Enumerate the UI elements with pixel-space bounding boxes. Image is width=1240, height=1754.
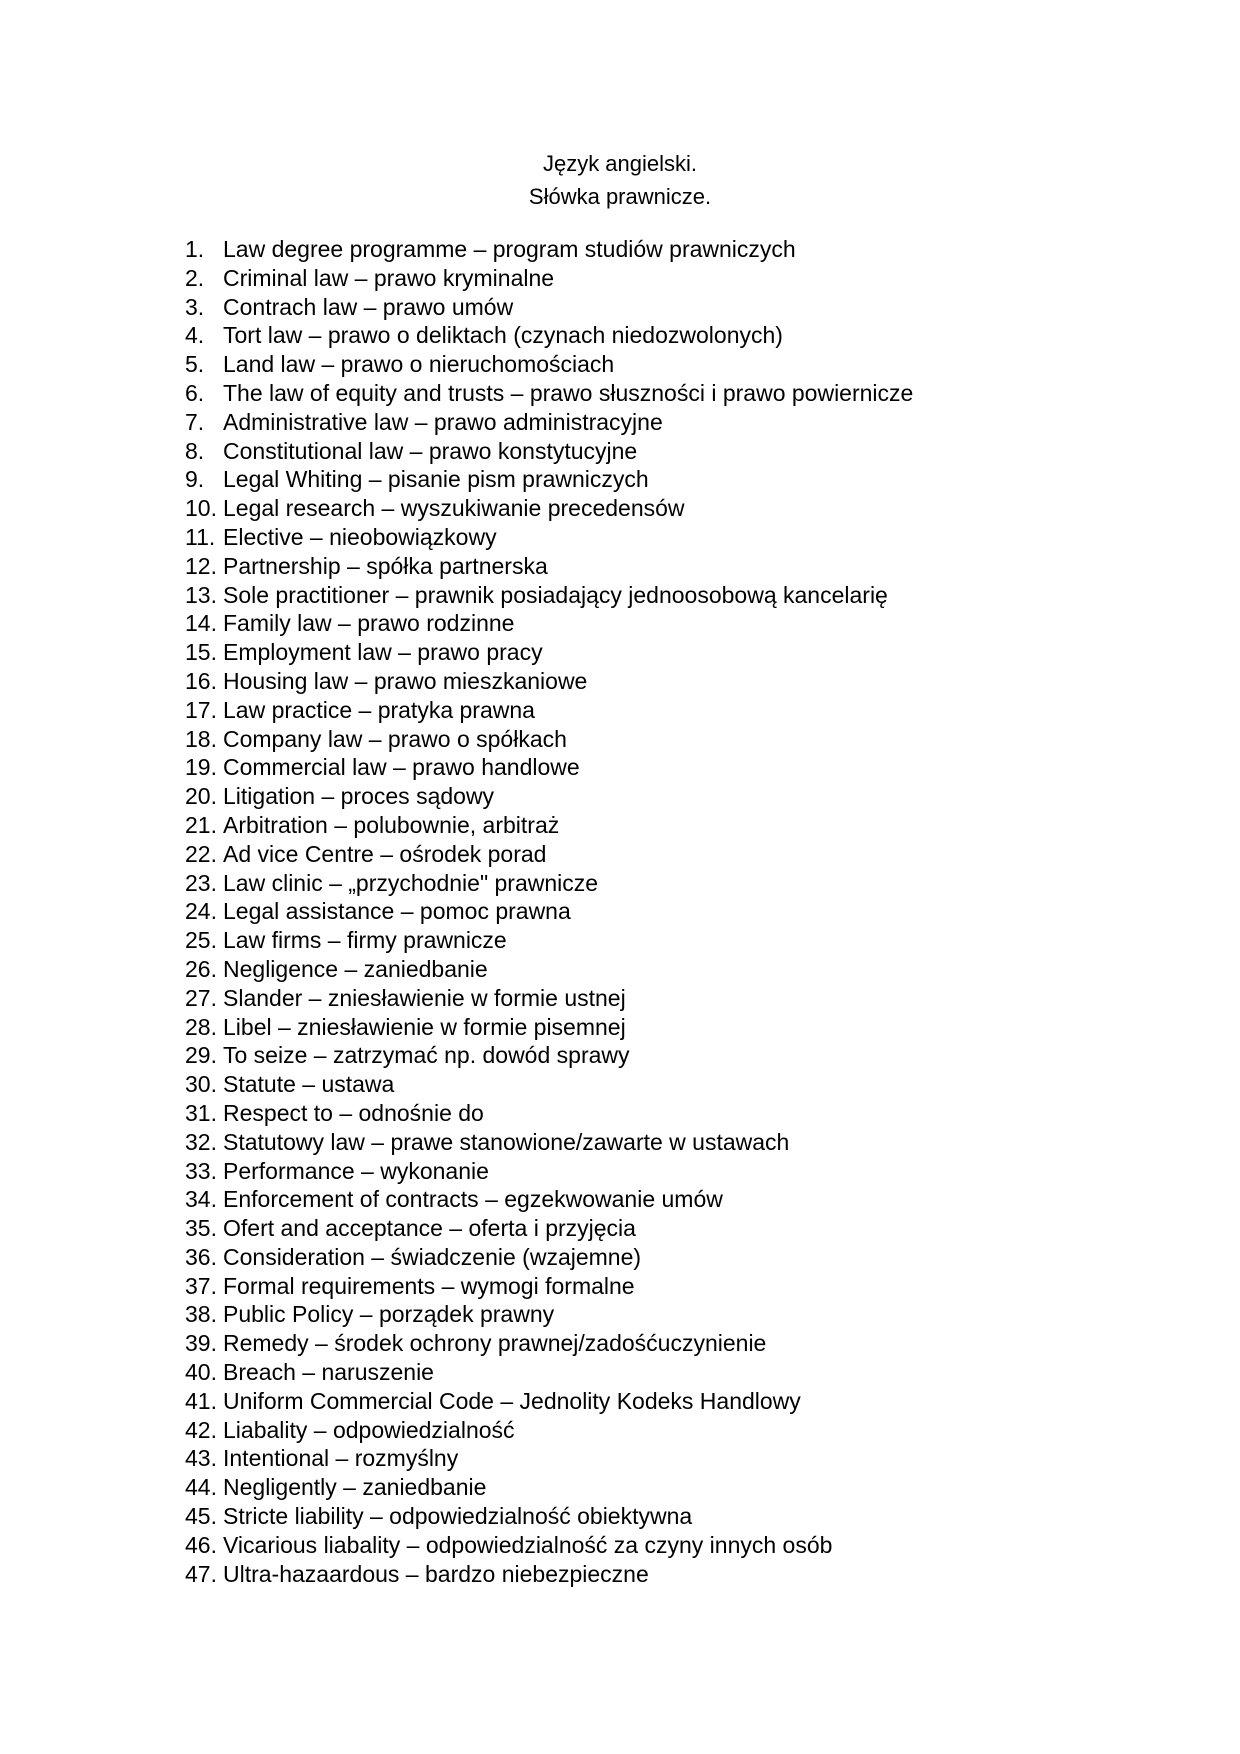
list-item-text: Libel – zniesławienie w formie pisemnej [223,1013,626,1040]
list-item [185,1070,913,1099]
list-item-text: Land law – prawo o nieruchomościach [223,351,615,378]
list-item [185,926,913,955]
list-item-text: Company law – prawo o spółkach [223,725,567,752]
list-item-text: To seize – zatrzymać np. dowód sprawy [223,1042,630,1069]
list-item-number: 31. [185,1099,217,1126]
list-item [185,1444,913,1473]
list-item [185,725,913,754]
list-item-text: Formal requirements – wymogi formalne [223,1272,635,1299]
list-item [185,1013,913,1042]
list-item [185,293,913,322]
list-item-text: Elective – nieobowiązkowy [223,523,497,550]
list-item-text: Intentional – rozmyślny [223,1445,459,1472]
list-item [185,581,913,610]
list-item-text: Remedy – środek ochrony prawnej/zadośćuczynienie [223,1330,767,1357]
list-item-number: 3. [185,293,205,320]
list-item [185,1358,913,1387]
list-item [185,1560,913,1589]
list-item-text: Contrach law – prawo umów [223,293,514,320]
list-item-text: Constitutional law – prawo konstytucyjne [223,437,638,464]
list-item-text: Legal assistance – pomoc prawna [223,898,571,925]
list-item [185,1329,913,1358]
list-item-number: 40. [185,1359,217,1386]
list-item-text: Consideration – świadczenie (wzajemne) [223,1243,642,1270]
list-item [185,264,913,293]
list-item-text: Legal Whiting – pisanie pism prawniczych [223,466,649,493]
list-item-text: Partnership – spółka partnerska [223,552,548,579]
list-item-number: 18. [185,725,217,752]
list-item-text: Law firms – firmy prawnicze [223,927,507,954]
list-item-number: 13. [185,581,217,608]
list-item-text: Law degree programme – program studiów prawniczych [223,236,796,262]
list-item-number: 43. [185,1445,217,1472]
list-item-text: Vicarious liabality – odpowiedzialność za czyny innych osób [223,1531,833,1558]
list-item-text: Breach – naruszenie [223,1359,434,1386]
list-item [185,1531,913,1560]
list-item-number: 37. [185,1272,217,1299]
list-item-number: 30. [185,1071,217,1098]
document-subtitle: Słówka prawnicze. [528,184,712,209]
list-item-number: 1. [185,236,205,262]
list-item-number: 29. [185,1042,217,1069]
list-item-text: Law clinic – „przychodnie" prawnicze [223,869,599,896]
list-item-number: 46. [185,1531,217,1558]
list-item-text: Sole practitioner – prawnik posiadający jednoosobową kancelarię [223,581,888,608]
list-item-text: Ofert and acceptance – oferta i przyjęcia [223,1215,636,1242]
list-item-number: 11. [185,523,216,550]
list-item-number: 23. [185,869,217,896]
list-item [185,667,913,696]
list-item-text: Employment law – prawo pracy [223,639,543,666]
list-item [185,1214,913,1243]
list-item [185,494,913,523]
list-item [185,408,913,437]
list-item [185,1157,913,1186]
list-item-number: 34. [185,1186,217,1213]
document-title: Język angielski. [542,151,698,176]
list-item-number: 47. [185,1560,217,1587]
list-item [185,638,913,667]
list-item-text: Law practice – pratyka prawna [223,696,535,723]
list-item [185,696,913,725]
list-item-number: 2. [185,264,205,291]
list-item [185,811,913,840]
list-item-text: Statute – ustawa [223,1071,395,1098]
list-item-number: 28. [185,1013,217,1040]
list-item-text: Stricte liability – odpowiedzialność obiektywna [223,1503,693,1530]
list-item [185,1502,913,1531]
list-item-text: Family law – prawo rodzinne [223,610,515,637]
list-item [185,523,913,552]
list-item-number: 44. [185,1474,217,1501]
list-item-number: 42. [185,1416,217,1443]
list-item [185,321,913,350]
list-item-number: 45. [185,1503,217,1530]
list-item-number: 39. [185,1330,217,1357]
list-item [185,1387,913,1416]
list-item-number: 25. [185,927,217,954]
list-item [185,1473,913,1502]
list-item-number: 6. [185,379,205,406]
list-item-text: Litigation – proces sądowy [223,783,495,810]
list-item-text: Negligently – zaniedbanie [223,1474,487,1501]
list-item-text: Enforcement of contracts – egzekwowanie umów [223,1186,723,1213]
list-item-text: Housing law – prawo mieszkaniowe [223,667,588,694]
list-item [185,1128,913,1157]
list-item [185,753,913,782]
list-item-number: 22. [185,840,217,867]
title-block [0,147,1240,213]
list-item-text: Public Policy – porządek prawny [223,1301,555,1328]
list-item-number: 38. [185,1301,217,1328]
list-item-number: 5. [185,351,205,378]
list-item-text: Legal research – wyszukiwanie precedensów [223,495,685,522]
list-item-number: 24. [185,898,217,925]
list-item [185,609,913,638]
list-item-text: Ultra-hazaardous – bardzo niebezpieczne [223,1560,649,1587]
list-item-text: Administrative law – prawo administracyjne [223,408,663,435]
list-item-text: Uniform Commercial Code – Jednolity Kodeks Handlowy [223,1387,801,1414]
list-item [185,552,913,581]
list-item [185,1416,913,1445]
list-item-number: 36. [185,1243,217,1270]
list-item-text: Criminal law – prawo kryminalne [223,264,555,291]
list-item-text: Slander – zniesławienie w formie ustnej [223,984,626,1011]
list-item [185,1243,913,1272]
list-item-text: Negligence – zaniedbanie [223,955,488,982]
list-item-text: Tort law – prawo o deliktach (czynach niedozwolonych) [223,322,783,349]
list-item-number: 14. [185,610,217,637]
list-item-number: 21. [185,811,217,838]
list-item [185,350,913,379]
list-item-number: 19. [185,754,217,781]
list-item [185,1185,913,1214]
list-item [185,1272,913,1301]
vocabulary-list [185,235,913,1588]
list-item-number: 16. [185,667,217,694]
list-item [185,984,913,1013]
list-item-text: Statutowy law – prawe stanowione/zawarte w ustawach [223,1128,790,1155]
list-item-text: Arbitration – polubownie, arbitraż [223,811,560,838]
list-item-number: 27. [185,984,217,1011]
list-item-text: Liabality – odpowiedzialność [223,1416,515,1443]
list-item [185,465,913,494]
list-item-number: 15. [185,639,217,666]
list-item-text: Respect to – odnośnie do [223,1099,484,1126]
list-item-number: 33. [185,1157,217,1184]
list-item-number: 41. [185,1387,217,1414]
list-item-text: Ad vice Centre – ośrodek porad [223,840,547,867]
list-item-number: 26. [185,955,217,982]
list-item-number: 7. [185,408,205,435]
list-item-number: 8. [185,437,205,464]
list-item [185,235,913,264]
list-item [185,379,913,408]
list-item-number: 20. [185,783,217,810]
list-item-number: 12. [185,552,217,579]
list-item-number: 10. [185,495,217,522]
list-item-number: 32. [185,1128,217,1155]
list-item [185,437,913,466]
list-item-number: 9. [185,466,205,493]
list-item [185,840,913,869]
list-item [185,955,913,984]
list-item-text: The law of equity and trusts – prawo słuszności i prawo powiernicze [223,379,914,406]
list-item [185,1099,913,1128]
list-item [185,897,913,926]
list-item-text: Performance – wykonanie [223,1157,489,1184]
list-item-number: 35. [185,1215,217,1242]
list-item-number: 4. [185,322,205,349]
list-item-text: Commercial law – prawo handlowe [223,754,580,781]
list-item [185,782,913,811]
list-item-number: 17. [185,696,217,723]
list-item [185,869,913,898]
list-item [185,1041,913,1070]
list-item [185,1300,913,1329]
